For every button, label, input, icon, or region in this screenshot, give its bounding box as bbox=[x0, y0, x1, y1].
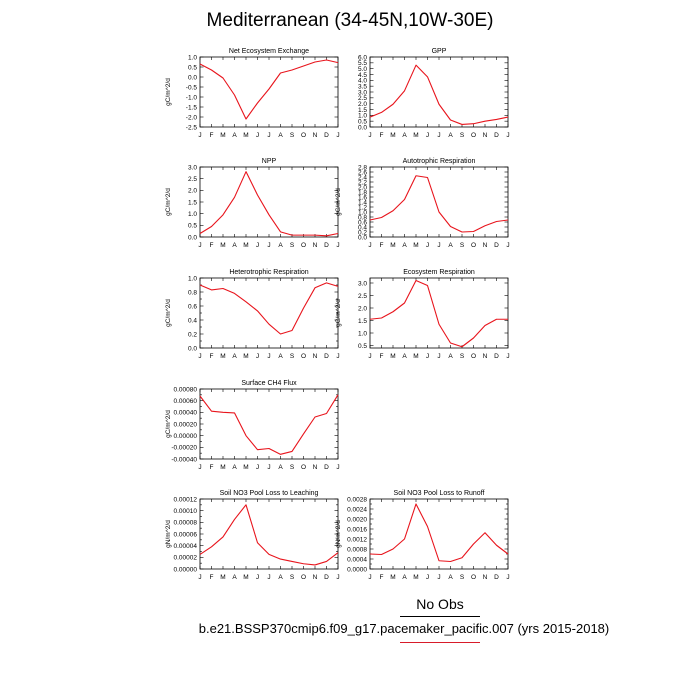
panel-2-xtick-label: J bbox=[368, 132, 372, 139]
panel-6-ylabel: gC/m^2/d bbox=[335, 299, 342, 327]
panel-3-ylabel: gC/m^2/d bbox=[165, 188, 172, 216]
panel-2-ytick-label: 1.0 bbox=[357, 112, 367, 120]
panel-4-ytick-label: 2.6 bbox=[357, 169, 367, 177]
panel-8-xtick-label: A bbox=[232, 574, 237, 581]
panel-1-ytick-label: -2.0 bbox=[185, 114, 197, 122]
panel-3-xtick-label: A bbox=[232, 242, 237, 249]
panel-1-xtick-label: N bbox=[312, 132, 318, 139]
panel-9-xtick-label: F bbox=[379, 574, 384, 581]
panel-8-ytick-label: 0.00004 bbox=[173, 542, 197, 550]
panel-4-ytick-label: 0.0 bbox=[357, 234, 367, 242]
run-caption: b.e21.BSSP370cmip6.f09_g17.pacemaker_pacific.007 (yrs 2015-2018) bbox=[198, 621, 610, 636]
panel-5-xtick-label: N bbox=[312, 353, 318, 360]
panel-3-xtick-label: N bbox=[312, 242, 318, 249]
panel-6-xtick-label: N bbox=[482, 353, 488, 360]
panel-4-ytick-label: 0.8 bbox=[357, 214, 367, 222]
panel-6-xtick-label: A bbox=[448, 353, 453, 360]
panel-2-xtick-label: D bbox=[494, 132, 499, 139]
panel-8-xtick-label: J bbox=[255, 574, 260, 581]
panel-3-ytick-label: 2.0 bbox=[187, 187, 197, 195]
panel-4-xtick-label: O bbox=[470, 242, 477, 249]
panel-3-ytick-label: 3.0 bbox=[187, 164, 197, 172]
panel-4-xtick-label: J bbox=[437, 242, 441, 249]
panel-8-xtick-label: F bbox=[209, 574, 214, 581]
panel-5-ytick-label: 0.6 bbox=[187, 303, 197, 311]
panel-7-xtick-label: A bbox=[278, 464, 283, 471]
panel-8-xtick-label: J bbox=[198, 574, 202, 581]
panel-1-ytick-label: 0.0 bbox=[187, 74, 197, 82]
panel-7-xtick-label: J bbox=[255, 464, 260, 471]
panel-2-ytick-label: 4.5 bbox=[357, 71, 367, 79]
panel-1-ytick-label: -1.5 bbox=[185, 104, 197, 112]
panel-2-xtick-label: J bbox=[425, 132, 430, 139]
panel-7-xtick-label: M bbox=[243, 464, 249, 471]
panel-3-xtick-label: M bbox=[220, 242, 226, 249]
panel-9-ytick-label: 0.0004 bbox=[347, 556, 367, 564]
panel-2-ytick-label: 5.5 bbox=[357, 60, 367, 68]
panel-1-ytick-label: -1.0 bbox=[185, 94, 197, 102]
panel-3-ytick-label: 1.5 bbox=[187, 199, 197, 207]
legend-label: No Obs bbox=[416, 596, 464, 612]
panel-2-xtick-label: S bbox=[459, 132, 465, 139]
panel-4-ytick-label: 2.0 bbox=[357, 184, 367, 192]
panel-7-xtick-label: D bbox=[324, 464, 329, 471]
panel-4-ytick-label: 0.2 bbox=[357, 229, 367, 237]
panel-2-ytick-label: 5.0 bbox=[357, 65, 367, 73]
panel-5-ytick-label: 0.0 bbox=[187, 345, 197, 353]
panel-5-xtick-label: D bbox=[324, 353, 329, 360]
panel-1-xtick-label: J bbox=[336, 132, 340, 139]
panel-8-xtick-label: D bbox=[324, 574, 329, 581]
panel-4-ytick-label: 1.2 bbox=[357, 204, 367, 212]
panel-9-series-line bbox=[370, 504, 508, 562]
panel-8-xtick-label: M bbox=[220, 574, 226, 581]
panel-4-ytick-label: 2.8 bbox=[357, 164, 367, 172]
panel-9-xtick-label: M bbox=[413, 574, 419, 581]
panel-2-series-line bbox=[370, 65, 508, 124]
panel-9-ylabel: gN/m^2/d bbox=[335, 520, 342, 548]
panel-4-ytick-label: 2.4 bbox=[357, 174, 367, 182]
panel-1-xtick-label: M bbox=[220, 132, 226, 139]
caption-underline bbox=[400, 642, 480, 643]
panel-5-xtick-label: M bbox=[220, 353, 226, 360]
panel-6-ytick-label: 1.5 bbox=[357, 317, 367, 325]
panel-4-series-line bbox=[370, 176, 508, 232]
panel-2-xtick-label: A bbox=[402, 132, 407, 139]
panel-1-xtick-label: M bbox=[243, 132, 249, 139]
panel-8-xtick-label: N bbox=[312, 574, 318, 581]
panel-9-ytick-label: 0.0008 bbox=[347, 546, 367, 554]
panel-6-ytick-label: 0.5 bbox=[357, 342, 367, 350]
panel-4-ytick-label: 1.8 bbox=[357, 189, 367, 197]
panel-2-ytick-label: 6.0 bbox=[357, 54, 367, 62]
panel-5-ytick-label: 0.2 bbox=[187, 331, 197, 339]
panel-6-xtick-label: A bbox=[402, 353, 407, 360]
panel-7-ytick-label: 0.00040 bbox=[173, 409, 197, 417]
panel-1-ylabel: gC/m^2/d bbox=[165, 78, 172, 106]
panel-4-ytick-label: 1.6 bbox=[357, 194, 367, 202]
panel-2-xtick-label: O bbox=[470, 132, 477, 139]
panel-6-series-line bbox=[370, 281, 508, 347]
panel-3-frame bbox=[200, 167, 338, 237]
panel-4-ytick-label: 1.4 bbox=[357, 199, 367, 207]
panel-5-xtick-label: J bbox=[267, 353, 271, 360]
panel-7-title: Surface CH4 Flux bbox=[241, 380, 297, 387]
panel-1-xtick-label: O bbox=[300, 132, 307, 139]
panel-2-ytick-label: 2.0 bbox=[357, 100, 367, 108]
panel-4-xtick-label: M bbox=[390, 242, 396, 249]
panel-5-xtick-label: F bbox=[209, 353, 214, 360]
panel-6-xtick-label: J bbox=[506, 353, 510, 360]
panel-7-ytick-label: 0.00020 bbox=[173, 421, 197, 429]
panel-6-xtick-label: D bbox=[494, 353, 499, 360]
panel-4-xtick-label: J bbox=[425, 242, 430, 249]
panel-9-xtick-label: A bbox=[402, 574, 407, 581]
panel-4-xtick-label: M bbox=[413, 242, 419, 249]
panel-4-ytick-label: 2.2 bbox=[357, 179, 367, 187]
panel-4-xtick-label: J bbox=[368, 242, 372, 249]
panel-2-ytick-label: 0.5 bbox=[357, 118, 367, 126]
panel-7-xtick-label: M bbox=[220, 464, 226, 471]
panel-5-title: Heterotrophic Respiration bbox=[229, 269, 309, 276]
panel-6-xtick-label: S bbox=[459, 353, 465, 360]
panel-1-xtick-label: D bbox=[324, 132, 329, 139]
panel-8-ytick-label: 0.00002 bbox=[173, 554, 197, 562]
panel-6-xtick-label: J bbox=[437, 353, 441, 360]
panel-6-ytick-label: 1.0 bbox=[357, 330, 367, 338]
panel-5-ytick-label: 0.4 bbox=[187, 317, 197, 325]
panel-1-xtick-label: J bbox=[255, 132, 260, 139]
panel-5-xtick-label: A bbox=[232, 353, 237, 360]
panel-9-xtick-label: J bbox=[506, 574, 510, 581]
panel-9-frame bbox=[370, 499, 508, 569]
panel-9-title: Soil NO3 Pool Loss to Runoff bbox=[393, 490, 485, 497]
panel-5-series-line bbox=[200, 283, 338, 334]
panel-2-xtick-label: J bbox=[506, 132, 510, 139]
panel-7-ytick-label: 0.00080 bbox=[173, 386, 197, 394]
panel-2-ytick-label: 3.5 bbox=[357, 83, 367, 91]
panel-9-ytick-label: 0.0000 bbox=[347, 566, 367, 574]
panel-7-xtick-label: J bbox=[336, 464, 340, 471]
panel-2-xtick-label: F bbox=[379, 132, 384, 139]
panel-6-xtick-label: O bbox=[470, 353, 477, 360]
panel-1-ytick-label: 0.5 bbox=[187, 64, 197, 72]
panel-9-ytick-label: 0.0020 bbox=[347, 516, 367, 524]
panel-5-ylabel: gC/m^2/d bbox=[165, 299, 172, 327]
panel-7-xtick-label: J bbox=[198, 464, 202, 471]
panel-1-xtick-label: S bbox=[289, 132, 295, 139]
panel-7-xtick-label: A bbox=[232, 464, 237, 471]
panel-3-ytick-label: 0.5 bbox=[187, 222, 197, 230]
panel-4-xtick-label: J bbox=[506, 242, 510, 249]
panel-2-xtick-label: A bbox=[448, 132, 453, 139]
panel-4-xtick-label: D bbox=[494, 242, 499, 249]
panel-5-xtick-label: J bbox=[336, 353, 340, 360]
panel-8-ytick-label: 0.00006 bbox=[173, 531, 197, 539]
panel-6-xtick-label: F bbox=[379, 353, 384, 360]
panel-4-ytick-label: 0.4 bbox=[357, 224, 367, 232]
panel-9-ytick-label: 0.0024 bbox=[347, 506, 367, 514]
panel-3-xtick-label: S bbox=[289, 242, 295, 249]
panel-3-xtick-label: J bbox=[336, 242, 340, 249]
panel-3-xtick-label: O bbox=[300, 242, 307, 249]
panel-7-ylabel: gC/m^2/d bbox=[165, 410, 172, 438]
legend-underline bbox=[400, 616, 480, 617]
panel-7-xtick-label: F bbox=[209, 464, 214, 471]
panel-8-xtick-label: S bbox=[289, 574, 295, 581]
panel-2-ytick-label: 1.5 bbox=[357, 106, 367, 114]
panel-9-ytick-label: 0.0028 bbox=[347, 496, 367, 504]
panel-1-xtick-label: A bbox=[232, 132, 237, 139]
panel-1-ytick-label: 1.0 bbox=[187, 54, 197, 62]
panel-3-xtick-label: F bbox=[209, 242, 214, 249]
panel-9-xtick-label: N bbox=[482, 574, 488, 581]
panel-9-xtick-label: S bbox=[459, 574, 465, 581]
panel-8-xtick-label: M bbox=[243, 574, 249, 581]
panel-9-xtick-label: J bbox=[368, 574, 372, 581]
panel-4-xtick-label: N bbox=[482, 242, 488, 249]
panel-8-ytick-label: 0.00012 bbox=[173, 496, 197, 504]
panel-3-xtick-label: J bbox=[267, 242, 271, 249]
panel-7-xtick-label: N bbox=[312, 464, 318, 471]
panel-3-ytick-label: 2.5 bbox=[187, 175, 197, 183]
panel-4-xtick-label: A bbox=[448, 242, 453, 249]
panel-4-xtick-label: S bbox=[459, 242, 465, 249]
panel-2-xtick-label: M bbox=[413, 132, 419, 139]
panel-3-xtick-label: M bbox=[243, 242, 249, 249]
panel-6-xtick-label: M bbox=[413, 353, 419, 360]
panel-4-ytick-label: 1.0 bbox=[357, 209, 367, 217]
panel-7-ytick-label: 0.00000 bbox=[173, 432, 197, 440]
panel-4-xtick-label: F bbox=[379, 242, 384, 249]
panel-1-ytick-label: -2.5 bbox=[185, 124, 197, 132]
panel-2-xtick-label: M bbox=[390, 132, 396, 139]
panel-8-title: Soil NO3 Pool Loss to Leaching bbox=[219, 490, 319, 497]
panel-5-xtick-label: O bbox=[300, 353, 307, 360]
panel-9-xtick-label: J bbox=[437, 574, 441, 581]
panel-2-ytick-label: 4.0 bbox=[357, 77, 367, 85]
panel-8-xtick-label: O bbox=[300, 574, 307, 581]
panel-9-xtick-label: D bbox=[494, 574, 499, 581]
panel-5-xtick-label: M bbox=[243, 353, 249, 360]
panel-2-xtick-label: J bbox=[437, 132, 441, 139]
panel-8-series-line bbox=[200, 505, 338, 565]
panel-1-frame bbox=[200, 57, 338, 127]
panel-8-ylabel: gN/m^2/d bbox=[165, 520, 172, 548]
panel-3-title: NPP bbox=[261, 158, 277, 165]
panel-6-xtick-label: J bbox=[425, 353, 430, 360]
panel-5-xtick-label: S bbox=[289, 353, 295, 360]
panel-5-xtick-label: J bbox=[198, 353, 202, 360]
panel-6-ytick-label: 2.5 bbox=[357, 292, 367, 300]
panel-7-ytick-label: -0.00040 bbox=[171, 456, 197, 464]
panel-9-xtick-label: M bbox=[390, 574, 396, 581]
panel-4-title: Autotrophic Respiration bbox=[402, 158, 476, 165]
panel-1-xtick-label: J bbox=[267, 132, 271, 139]
panel-9-xtick-label: J bbox=[425, 574, 430, 581]
panel-1-xtick-label: A bbox=[278, 132, 283, 139]
panel-7-xtick-label: S bbox=[289, 464, 295, 471]
panel-9-xtick-label: O bbox=[470, 574, 477, 581]
panel-8-ytick-label: 0.00008 bbox=[173, 519, 197, 527]
panel-6-ytick-label: 2.0 bbox=[357, 305, 367, 313]
panel-2-frame bbox=[370, 57, 508, 127]
panel-4-ylabel: gC/m^2/d bbox=[335, 188, 342, 216]
panel-8-frame bbox=[200, 499, 338, 569]
panel-3-xtick-label: D bbox=[324, 242, 329, 249]
panel-8-xtick-label: J bbox=[336, 574, 340, 581]
panel-3-series-line bbox=[200, 172, 338, 236]
panel-3-xtick-label: J bbox=[255, 242, 260, 249]
panel-4-ytick-label: 0.6 bbox=[357, 219, 367, 227]
panel-3-ytick-label: 0.0 bbox=[187, 234, 197, 242]
panel-2-title: GPP bbox=[431, 48, 447, 55]
panel-7-ytick-label: -0.00020 bbox=[171, 444, 197, 452]
panel-5-ytick-label: 1.0 bbox=[187, 275, 197, 283]
panel-8-ytick-label: 0.00010 bbox=[173, 507, 197, 515]
panel-3-ytick-label: 1.0 bbox=[187, 210, 197, 218]
panel-1-title: Net Ecosystem Exchange bbox=[228, 48, 310, 55]
panel-7-xtick-label: J bbox=[267, 464, 271, 471]
panel-9-ytick-label: 0.0016 bbox=[347, 526, 367, 534]
panel-7-xtick-label: O bbox=[300, 464, 307, 471]
panel-7-series-line bbox=[200, 395, 338, 455]
panel-7-ytick-label: 0.00060 bbox=[173, 397, 197, 405]
panel-1-xtick-label: J bbox=[198, 132, 202, 139]
figure-title: Mediterranean (34-45N,10W-30E) bbox=[206, 10, 494, 31]
panel-8-xtick-label: A bbox=[278, 574, 283, 581]
panel-2-ytick-label: 0.0 bbox=[357, 124, 367, 132]
panel-6-ytick-label: 3.0 bbox=[357, 280, 367, 288]
panel-6-title: Ecosystem Respiration bbox=[403, 269, 475, 276]
panel-8-ytick-label: 0.00000 bbox=[173, 566, 197, 574]
panel-3-xtick-label: A bbox=[278, 242, 283, 249]
panel-1-xtick-label: F bbox=[209, 132, 214, 139]
panel-2-ytick-label: 2.5 bbox=[357, 95, 367, 103]
panel-9-ytick-label: 0.0012 bbox=[347, 536, 367, 544]
panel-4-frame bbox=[370, 167, 508, 237]
panel-1-series-line bbox=[200, 60, 338, 119]
panel-2-xtick-label: N bbox=[482, 132, 488, 139]
panel-3-xtick-label: J bbox=[198, 242, 202, 249]
panel-2-ytick-label: 3.0 bbox=[357, 89, 367, 97]
panel-5-xtick-label: J bbox=[255, 353, 260, 360]
panel-6-xtick-label: M bbox=[390, 353, 396, 360]
panel-5-xtick-label: A bbox=[278, 353, 283, 360]
panel-6-xtick-label: J bbox=[368, 353, 372, 360]
panel-9-xtick-label: A bbox=[448, 574, 453, 581]
panel-4-xtick-label: A bbox=[402, 242, 407, 249]
panel-8-xtick-label: J bbox=[267, 574, 271, 581]
panel-5-ytick-label: 0.8 bbox=[187, 289, 197, 297]
panel-1-ytick-label: -0.5 bbox=[185, 84, 197, 92]
